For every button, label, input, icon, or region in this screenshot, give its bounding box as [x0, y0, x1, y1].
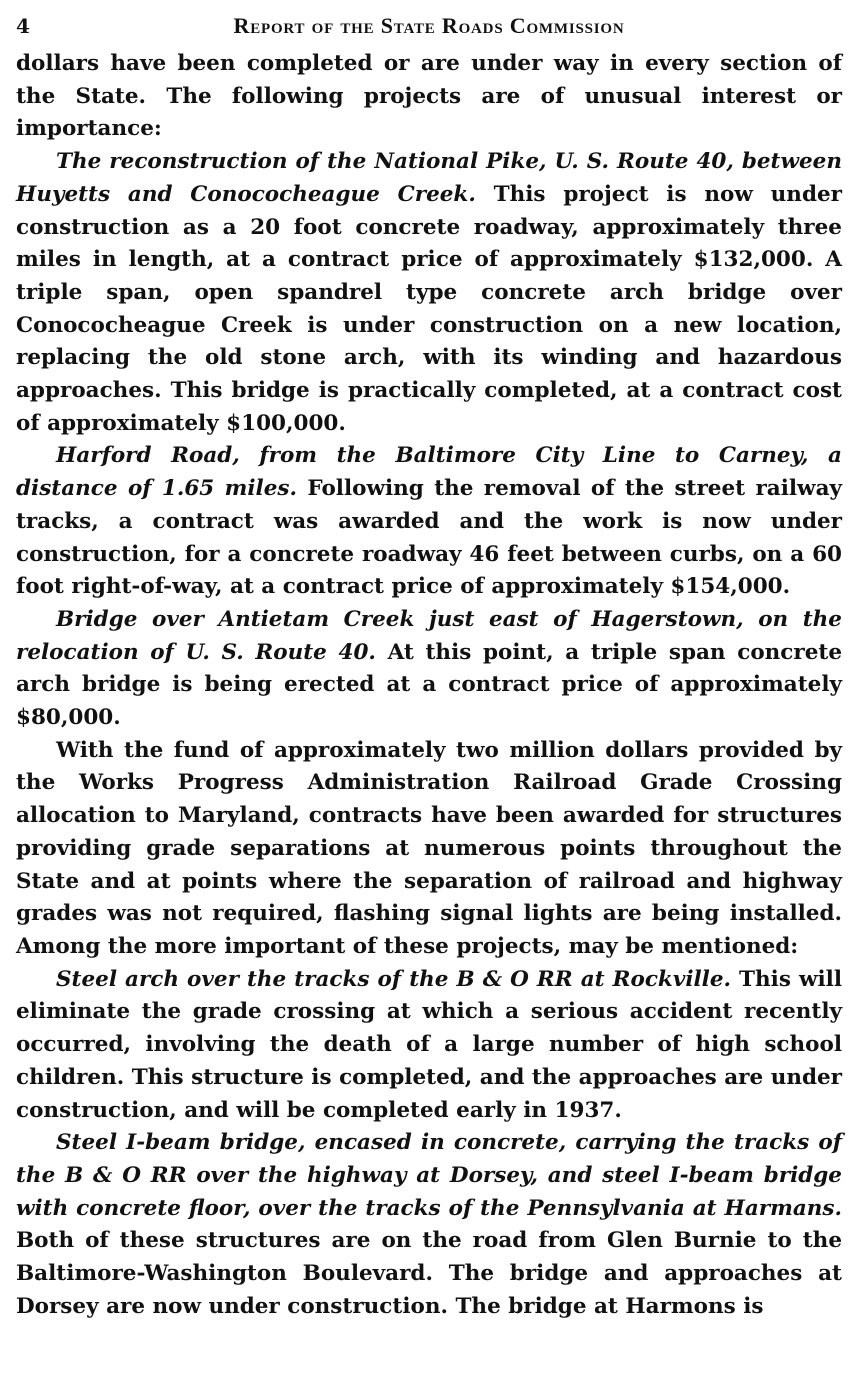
- paragraph-antietam-bridge: [16, 604, 842, 735]
- paragraph-dorsey-harmans: [16, 1127, 842, 1323]
- paragraph-national-pike: [16, 146, 842, 440]
- paragraph-text: At this point, a triple span concrete arch bridge is being erected at a contract price of approximately $80,000.: [16, 639, 842, 731]
- project-title: Bridge over Antietam Creek just east of Hagerstown, on the relocation of U. S. Route 40.: [16, 606, 842, 665]
- paragraph-text: Both of these structures are on the road from Glen Burnie to the Baltimore-Washington Boulevard. The bridge and approaches at Dorsey are now under construction. The bridge at Harmons is: [16, 1228, 842, 1319]
- paragraph-text: dollars have been completed or are under way in every section of the State. The following projects are of unusual interest or importance:: [16, 51, 842, 142]
- paragraph-text: With the fund of approximately two million dollars provided by the Works Progress Administration Railroad Grade Crossing allocation to Maryland, contracts have been awarded for structures providing grade separations at numerous points throughout the State and at points where the separation of railroad and highway grades was not required, flashing signal lights are being installed. Among the more important of these projects, may be mentioned:: [16, 737, 842, 959]
- project-title: Steel arch over the tracks of the B & O RR at Rockville.: [56, 966, 731, 992]
- project-title: The reconstruction of the National Pike, U. S. Route 40, between Huyetts and Conococheague Creek.: [16, 149, 842, 207]
- project-title: Steel I-beam bridge, encased in concrete, carrying the tracks of the B & O RR over the highway at Dorsey, and steel I-beam bridge with concrete floor, over the tracks of the Pennsylvania at Harmans.: [16, 1130, 842, 1221]
- paragraph-harford-road: [16, 440, 842, 604]
- paragraph-intro: [16, 48, 842, 146]
- page-header: [16, 8, 842, 44]
- paragraph-text: This will eliminate the grade crossing at which a serious accident recently occurred, involving the death of a large number of high school children. This structure is completed, and the approaches are under construction, and will be completed early in 1937.: [16, 966, 842, 1123]
- paragraph-text: This project is now under construction as a 20 foot concrete roadway, approximately three miles in length, at a contract price of approximately $132,000. A triple span, open spandrel type concrete arch bridge over Conococheague Creek is under construction on a new location, replacing the old stone arch, with its winding and hazardous approaches. This bridge is practically completed, at a contract cost of approximately $100,000.: [16, 181, 842, 436]
- page-number: 4: [16, 14, 31, 38]
- document-page: [16, 8, 842, 1323]
- paragraph-text: Following the removal of the street railway tracks, a contract was awarded and the work is now under construction, for a concrete roadway 46 feet between curbs, on a 60 foot right-of-way, at a contract price of approximately $154,000.: [16, 476, 842, 600]
- paragraph-rockville-arch: [16, 964, 842, 1128]
- paragraph-wpa-fund: [16, 735, 842, 964]
- running-head: Report of the State Roads Commission: [233, 13, 625, 38]
- project-title: Harford Road, from the Baltimore City Line to Carney, a distance of 1.65 miles.: [16, 443, 842, 502]
- body-text: [16, 48, 842, 1323]
